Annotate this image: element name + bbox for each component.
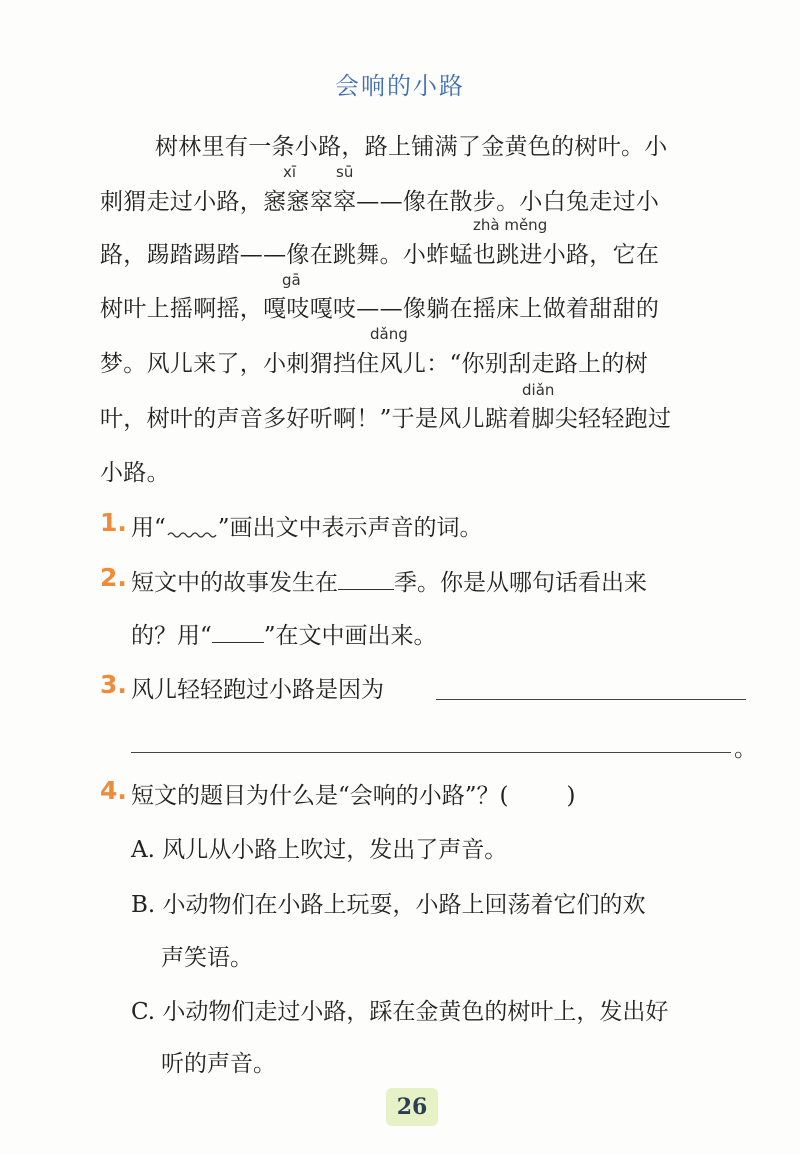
- option-c[interactable]: C. 小动物们走过小路，踩在金黄色的树叶上，发出好: [131, 999, 669, 1025]
- wavy-underline-sample: [166, 513, 218, 535]
- question-4-number: 4.: [100, 776, 127, 805]
- page-number: 26: [386, 1088, 438, 1126]
- question-2-suffix: 季。你是从哪句话看出来: [394, 570, 647, 596]
- question-2-prefix: 短文中的故事发生在: [131, 570, 338, 596]
- straight-underline-sample: [212, 624, 264, 643]
- option-c-continued: 听的声音。: [161, 1051, 276, 1077]
- option-b-continued: 声笑语。: [161, 945, 253, 971]
- question-3-number: 3.: [100, 670, 127, 699]
- question-1-text: [131, 509, 483, 542]
- question-3-end-mark: 。: [734, 736, 757, 762]
- passage-line-2: 刺猬走过小路，窸窸窣窣——像在散步。小白兔走过小: [100, 189, 660, 215]
- passage-line-4: 树叶上摇啊摇，嘎吱嘎吱——像躺在摇床上做着甜甜的: [100, 296, 660, 322]
- option-b[interactable]: B. 小动物们在小路上玩耍，小路上回荡着它们的欢: [131, 892, 646, 918]
- pinyin-su: sū: [336, 163, 354, 181]
- question-4-text: [131, 777, 575, 810]
- question-2-line2-suffix: ”在文中画出来。: [263, 623, 437, 649]
- article-title: 会响的小路: [335, 72, 465, 100]
- pinyin-xi: xī: [283, 163, 297, 181]
- pinyin-zhameng: zhà měng: [473, 216, 548, 234]
- passage-line-3: 路，踢踏踢踏——像在跳舞。小蚱蜢也跳进小路，它在: [100, 242, 660, 268]
- passage-line-1: 树林里有一条小路，路上铺满了金黄色的树叶。小: [155, 134, 668, 160]
- question-1-suffix: ”画出文中表示声音的词。: [217, 515, 483, 541]
- question-2-text-line2: [131, 617, 437, 650]
- question-1-number: 1.: [100, 508, 127, 537]
- question-4-prompt: 短文的题目为什么是“会响的小路”？(: [131, 783, 509, 809]
- option-a[interactable]: A. 风儿从小路上吹过，发出了声音。: [131, 837, 508, 863]
- question-1-prefix: 用“: [131, 515, 166, 541]
- season-answer-blank[interactable]: [338, 571, 394, 590]
- question-2-line2-prefix: 的？用“: [131, 623, 212, 649]
- passage-line-5: 梦。风儿来了，小刺猬挡住风儿：“你别刮走路上的树: [100, 351, 648, 377]
- question-4-close-paren: ): [566, 783, 576, 809]
- question-2-number: 2.: [100, 563, 127, 592]
- question-3-text: 风儿轻轻跑过小路是因为: [131, 677, 384, 703]
- pinyin-dang: dǎng: [370, 325, 408, 343]
- passage-line-6: 叶，树叶的声音多好听啊！”于是风儿踮着脚尖轻轻跑过: [100, 406, 672, 432]
- answer-line-2[interactable]: [131, 752, 731, 753]
- answer-line-1[interactable]: [436, 699, 746, 700]
- pinyin-ga: gā: [282, 271, 301, 289]
- passage-line-7: 小路。: [100, 460, 170, 486]
- question-2-text: [131, 564, 647, 597]
- pinyin-dian: diǎn: [522, 381, 555, 399]
